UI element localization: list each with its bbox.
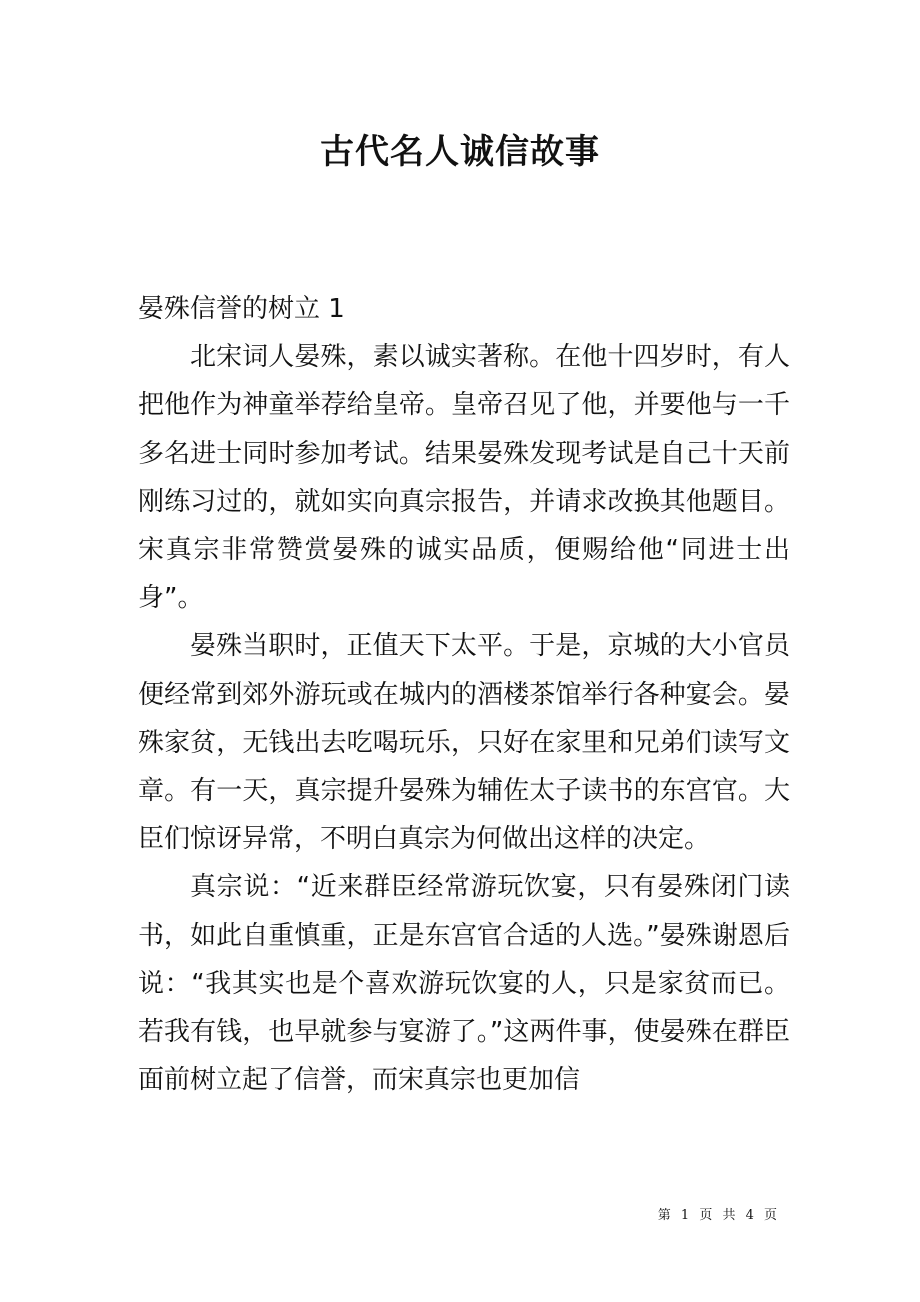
document-body [138, 285, 790, 1104]
page-footer: 第 1 页 共 4 页 [657, 1208, 780, 1223]
paragraph-3: 真宗说：“近来群臣经常游玩饮宴，只有晏殊闭门读书，如此自重慎重，正是东宫官合适的人选。”晏殊谢恩后说：“我其实也是个喜欢游玩饮宴的人，只是家贫而已。若我有钱，也早就参与宴游了。”这两件事，使晏殊在群臣面前树立起了信誉，而宋真宗也更加信 [138, 872, 790, 1096]
paragraph-1: 北宋词人晏殊，素以诚实著称。在他十四岁时，有人把他作为神童举荐给皇帝。皇帝召见了他，并要他与一千多名进士同时参加考试。结果晏殊发现考试是自己十天前刚练习过的，就如实向真宗报告，并请求改换其他题目。宋真宗非常赞赏晏殊的诚实品质，便赐给他“同进士出身”。 [138, 342, 790, 614]
paragraph-2: 晏殊当职时，正值天下太平。于是，京城的大小官员便经常到郊外游玩或在城内的酒楼茶馆举行各种宴会。晏殊家贫，无钱出去吃喝玩乐，只好在家里和兄弟们读写文章。有一天，真宗提升晏殊为辅佐太子读书的东宫官。大臣们惊讶异常，不明白真宗为何做出这样的决定。 [138, 631, 790, 855]
section-heading: 晏殊信誉的树立 1 [138, 294, 345, 324]
document-title: 古代名人诚信故事 [320, 132, 600, 172]
